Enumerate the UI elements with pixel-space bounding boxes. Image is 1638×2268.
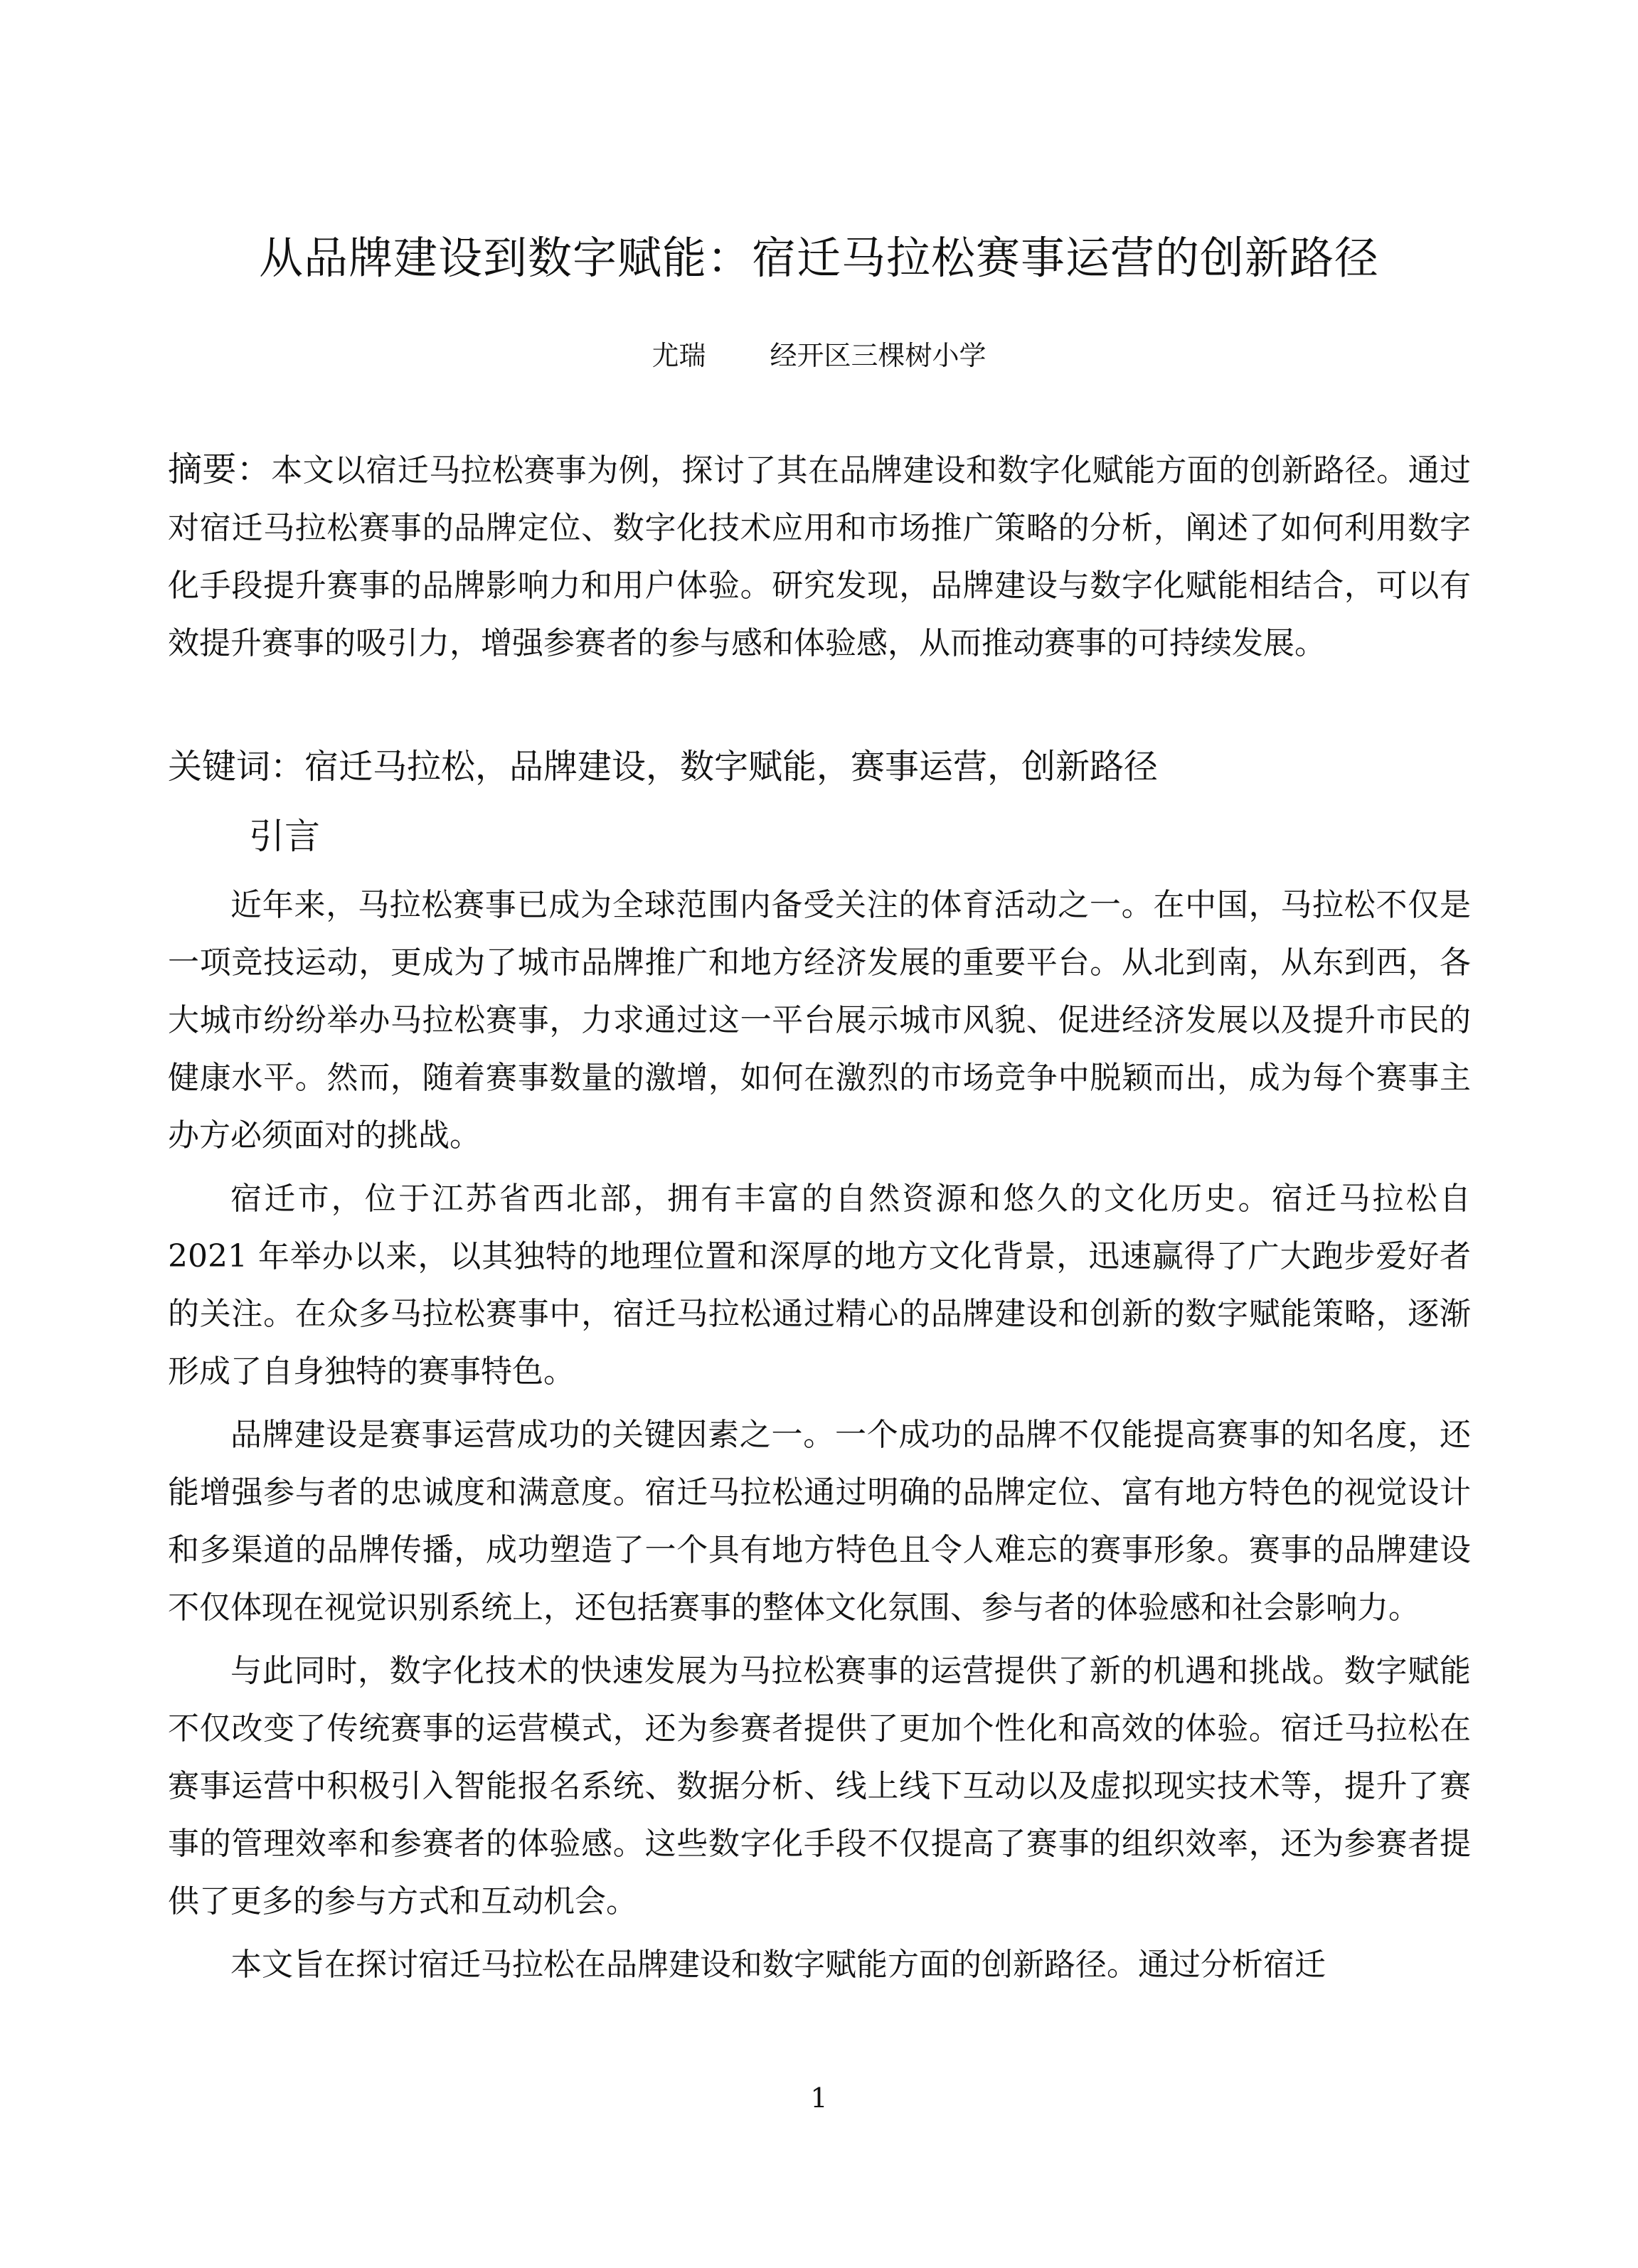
paragraph: 品牌建设是赛事运营成功的关键因素之一。一个成功的品牌不仅能提高赛事的知名度，还能增强参与者的忠诚度和满意度。宿迁马拉松通过明确的品牌定位、富有地方特色的视觉设计和多渠道的品牌传播，成功塑造了一个具有地方特色且令人难忘的赛事形象。赛事的品牌建设不仅体现在视觉识别系统上，还包括赛事的整体文化氛围、参与者的体验感和社会影响力。 (168, 1417, 1471, 1626)
author-name: 尤瑞 (652, 340, 706, 371)
section-heading-introduction: 引言 (249, 816, 320, 857)
abstract (168, 441, 1471, 672)
author-affiliation: 经开区三棵树小学 (770, 340, 986, 371)
paragraph: 与此同时，数字化技术的快速发展为马拉松赛事的运营提供了新的机遇和挑战。数字赋能不仅改变了传统赛事的运营模式，还为参赛者提供了更加个性化和高效的体验。宿迁马拉松在赛事运营中积极引入智能报名系统、数据分析、线上线下互动以及虚拟现实技术等，提升了赛事的管理效率和参赛者的体验感。这些数字化手段不仅提高了赛事的组织效率，还为参赛者提供了更多的参与方式和互动机会。 (168, 1653, 1471, 1920)
byline (0, 334, 1638, 377)
paragraph: 近年来，马拉松赛事已成为全球范围内备受关注的体育活动之一。在中国，马拉松不仅是一项竞技运动，更成为了城市品牌推广和地方经济发展的重要平台。从北到南，从东到西，各大城市纷纷举办马拉松赛事，力求通过这一平台展示城市风貌、促进经济发展以及提升市民的健康水平。然而，随着赛事数量的激增，如何在激烈的市场竞争中脱颖而出，成为每个赛事主办方必须面对的挑战。 (168, 887, 1471, 1154)
abstract-label: 摘要： (168, 449, 272, 489)
paper-title: 从品牌建设到数字赋能：宿迁马拉松赛事运营的创新路径 (258, 232, 1379, 284)
abstract-text: 本文以宿迁马拉松赛事为例，探讨了其在品牌建设和数字化赋能方面的创新路径。通过对宿迁马拉松赛事的品牌定位、数字化技术应用和市场推广策略的分析，阐述了如何利用数字化手段提升赛事的品牌影响力和用户体验。研究发现，品牌建设与数字化赋能相结合，可以有效提升赛事的吸引力，增强参赛者的参与感和体验感，从而推动赛事的可持续发展。 (168, 452, 1471, 661)
introduction-body (168, 876, 1471, 1999)
paragraph: 本文旨在探讨宿迁马拉松在品牌建设和数字赋能方面的创新路径。通过分析宿迁 (230, 1947, 1326, 1983)
page-number: 1 (810, 2082, 828, 2114)
keywords: 关键词：宿迁马拉松，品牌建设，数字赋能，赛事运营，创新路径 (168, 747, 1159, 787)
paragraph: 宿迁市，位于江苏省西北部，拥有丰富的自然资源和悠久的文化历史。宿迁马拉松自 2021 年举办以来，以其独特的地理位置和深厚的地方文化背景，迅速赢得了广大跑步爱好者的关注。在众多马拉松赛事中，宿迁马拉松通过精心的品牌建设和创新的数字赋能策略，逐渐形成了自身独特的赛事特色。 (168, 1181, 1471, 1390)
